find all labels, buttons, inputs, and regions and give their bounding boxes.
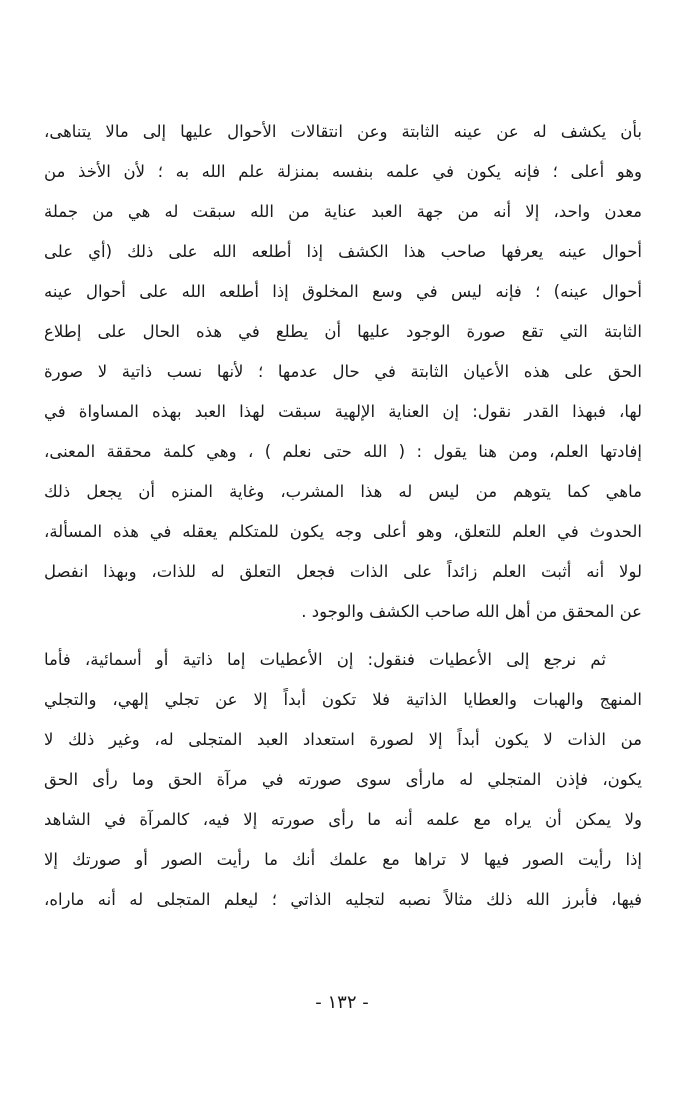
text-line: الحدوث في العلم للتعلق، وهو أعلى وجه يكون للمتكلم يعقله في هذه المسألة، bbox=[44, 522, 642, 541]
text-line: لولا أنه أثبت العلم زائداً على الذات فجعل التعلق له للذات، وبهذا انفصل bbox=[44, 562, 642, 581]
text-line: ماهي كما يتوهم من ليس له هذا المشرب، وغاية المنزه أن يجعل ذلك bbox=[44, 482, 642, 501]
text-line: بأن يكشف له عن عينه الثابتة وعن انتقالات الأحوال عليها إلى مالا يتناهى، bbox=[44, 122, 642, 141]
paragraph-gap bbox=[44, 632, 642, 640]
text-line: ثم نرجع إلى الأعطيات فنقول: إن الأعطيات إما ذاتية أو أسمائية، فأما bbox=[44, 650, 606, 669]
page-body bbox=[44, 112, 642, 920]
text-line: المنهج والهبات والعطايا الذاتية فلا تكون أبداً إلا عن تجلي إلهي، والتجلي bbox=[44, 690, 642, 709]
paragraph-1 bbox=[44, 112, 642, 632]
paragraph-2 bbox=[44, 640, 642, 920]
page-number: - ١٣٢ - bbox=[315, 992, 369, 1013]
text-line: أحوال عينه يعرفها صاحب هذا الكشف إذا أطلعه الله على ذلك (أي على bbox=[44, 242, 642, 261]
text-line: لها، فبهذا القدر نقول: إن العناية الإلهية سبقت لهذا العبد بهذه المساواة في bbox=[44, 402, 642, 421]
text-line: من الذات لا يكون أبداً إلا لصورة استعداد العبد المتجلى له، وغير ذلك لا bbox=[44, 730, 642, 749]
text-line: أحوال عينه) ؛ فإنه ليس في وسع المخلوق إذا أطلعه الله على أحوال عينه bbox=[44, 282, 642, 301]
text-line: عن المحقق من أهل الله صاحب الكشف والوجود . bbox=[301, 602, 642, 621]
text-line: يكون، فإذن المتجلي له مارأى سوى صورته في مرآة الحق وما رأى الحق bbox=[44, 770, 642, 789]
text-line: فيها، فأبرز الله ذلك مثالاً نصبه لتجليه الذاتي ؛ ليعلم المتجلى له أنه ماراه، bbox=[44, 890, 642, 909]
text-line: الثابتة التي تقع صورة الوجود عليها أن يطلع في هذه الحال على إطلاع bbox=[44, 322, 642, 341]
text-line: إذا رأيت الصور فيها لا تراها مع علمك أنك ما رأيت الصور أو صورتك إلا bbox=[44, 850, 642, 869]
text-line: ولا يمكن أن يراه مع علمه أنه ما رأى صورته إلا فيه، كالمرآة في الشاهد bbox=[44, 810, 642, 829]
text-line: الحق على هذه الأعيان الثابتة في حال عدمها ؛ لأنها نسب ذاتية لا صورة bbox=[44, 362, 642, 381]
text-line: إفادتها العلم، ومن هنا يقول : ( الله حتى نعلم ) ، وهي كلمة محققة المعنى، bbox=[44, 442, 642, 461]
text-line: معدن واحد، إلا أنه من جهة العبد عناية من الله سبقت له هي من جملة bbox=[44, 202, 642, 221]
text-line: وهو أعلى ؛ فإنه يكون في علمه بنفسه بمنزلة علم الله به ؛ لأن الأخذ من bbox=[44, 162, 642, 181]
